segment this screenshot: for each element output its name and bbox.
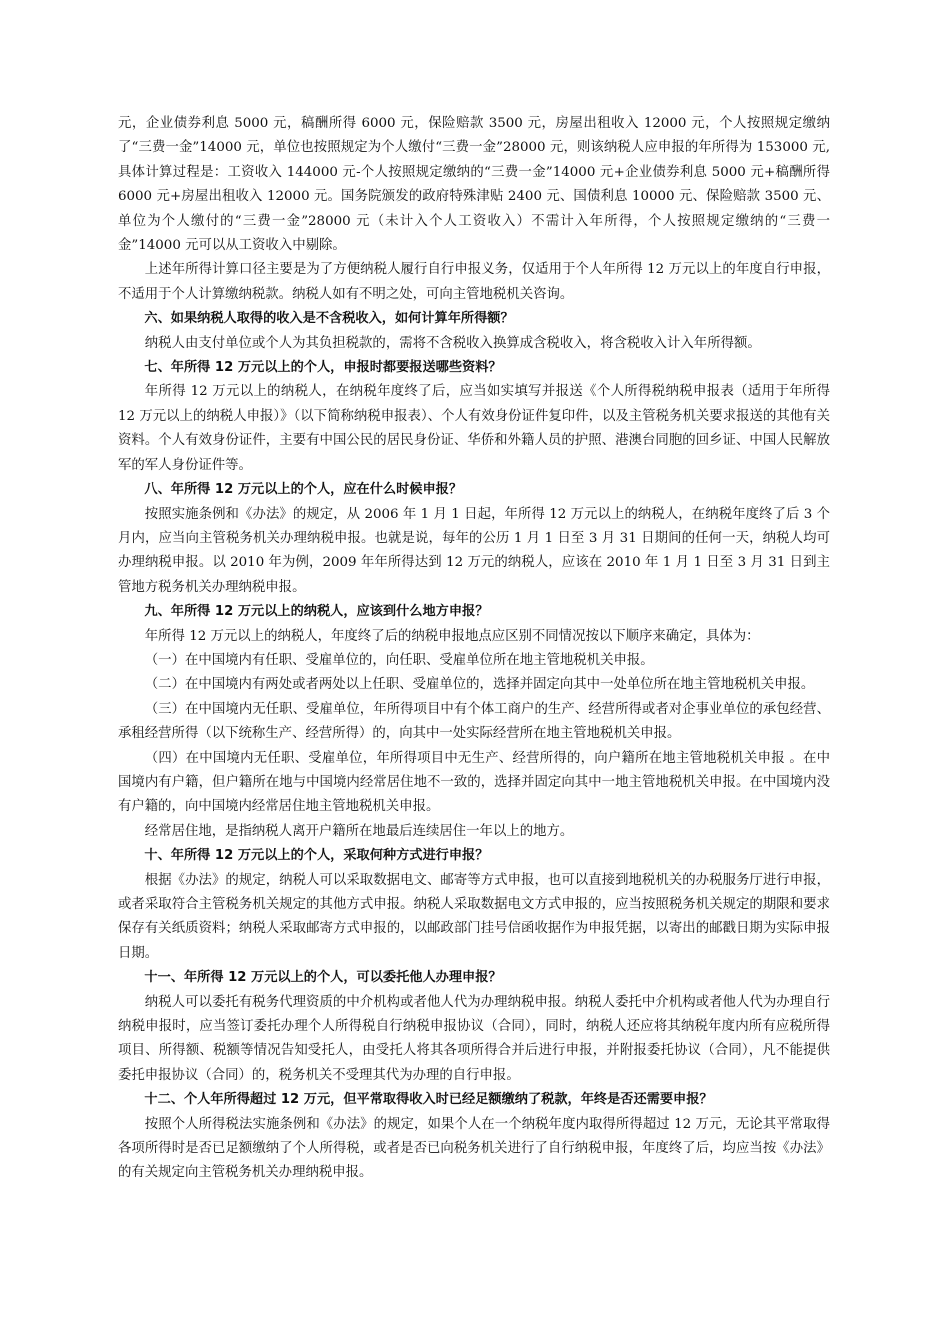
section-heading: 十、年所得 12 万元以上的个人，采取何种方式进行申报？	[144, 848, 489, 864]
body-paragraph: （一）在中国境内有任职、受雇单位的，向任职、受雇单位所在地主管地税机关申报。	[144, 652, 654, 668]
body-paragraph: 年所得 12 万元以上的纳税人，在纳税年度终了后，应当如实填写并报送《个人所得税纳税申报表（适用于年所得 12 万元以上的纳税人申报）》（以下简称纳税申报表）、个人有效身份证件复印件，以及主管税务机关要求报送的其他有关资料。个人有效身份证件，主要有中国公民的居民身份证、华侨和外籍人员的护照、港澳台同胞的回乡证、中国人民解放军的军人身份证件等。	[118, 384, 830, 473]
section-heading: 八、年所得 12 万元以上的个人，应在什么时候申报？	[144, 482, 463, 498]
section-heading: 七、年所得 12 万元以上的个人，申报时都要报送哪些资料？	[144, 360, 502, 376]
body-paragraph: 元，企业债券利息 5000 元，稿酬所得 6000 元，保险赔款 3500 元，房屋出租收入 12000 元，个人按照规定缴纳了“三费一金”14000 元，单位也按照规定为个人缴付“三费一金”28000 元，则该纳税人应申报的年所得为 153000 元,具体计算过程是：工资收入 144000 元-个人按照规定缴纳的“三费一金”14000 元+企业债券利息 5000 元+稿酬所得 6000 元+房屋出租收入 12000 元。国务院颁发的政府特殊津贴 2400 元、国债利息 10000 元、保险赔款 3500 元、单位为个人缴付的“三费一金”28000 元（未计入个人工资收入）不需计入年所得，个人按照规定缴纳的“三费一金”14000 元可以从工资收入中剔除。	[118, 116, 830, 254]
section-heading: 十二、个人年所得超过 12 万元，但平常取得收入时已经足额缴纳了税款，年终是否还需要申报？	[144, 1092, 713, 1108]
body-paragraph: 按照个人所得税法实施条例和《办法》的规定，如果个人在一个纳税年度内取得所得超过 12 万元，无论其平常取得各项所得时是否已足额缴纳了个人所得税，或者是否已向税务机关进行了自行纳税申报，年度终了后，均应当按《办法》的有关规定向主管税务机关办理纳税申报。	[118, 1116, 830, 1181]
body-paragraph: （四）在中国境内无任职、受雇单位，年所得项目中无生产、经营所得的，向户籍所在地主管地税机关申报 。在中国境内有户籍，但户籍所在地与中国境内经常居住地不一致的，选择并固定向其中一地主管地税机关申报。在中国境内没有户籍的，向中国境内经常居住地主管地税机关申报。	[118, 750, 830, 815]
body-paragraph: 按照实施条例和《办法》的规定，从 2006 年 1 月 1 日起，年所得 12 万元以上的纳税人，在纳税年度终了后 3 个月内，应当向主管税务机关办理纳税申报。也就是说，每年的公历 1 月 1 日至 3 月 31 日期间的任何一天，纳税人均可办理纳税申报。以 2010 年为例，2009 年年所得达到 12 万元的纳税人，应该在 2010 年 1 月 1 日至 3 月 31 日到主管地方税务机关办理纳税申报。	[118, 506, 830, 595]
body-paragraph: 经常居住地，是指纳税人离开户籍所在地最后连续居住一年以上的地方。	[144, 823, 574, 839]
body-paragraph: 年所得 12 万元以上的纳税人，年度终了后的纳税申报地点应区别不同情况按以下顺序来确定，具体为：	[144, 628, 760, 644]
section-heading: 十一、年所得 12 万元以上的个人，可以委托他人办理申报？	[144, 970, 502, 986]
section-heading: 九、年所得 12 万元以上的纳税人，应该到什么地方申报？	[144, 604, 489, 620]
body-paragraph: 根据《办法》的规定，纳税人可以采取数据电文、邮寄等方式申报，也可以直接到地税机关的办税服务厅进行申报，或者采取符合主管税务机关规定的其他方式申报。纳税人采取数据电文方式申报的，应当按照税务机关规定的期限和要求保存有关纸质资料；纳税人采取邮寄方式申报的，以邮政部门挂号信函收据作为申报凭据，以寄出的邮戳日期为实际申报日期。	[118, 872, 830, 961]
body-paragraph: 纳税人可以委托有税务代理资质的中介机构或者他人代为办理纳税申报。纳税人委托中介机构或者他人代为办理自行纳税申报时，应当签订委托办理个人所得税自行纳税申报协议（合同），同时，纳税人还应将其纳税年度内所有应税所得项目、所得额、税额等情况告知受托人，由受托人将其各项所得合并后进行申报，并附报委托协议（合同），凡不能提供委托申报协议（合同）的，税务机关不受理其代为办理的自行申报。	[118, 994, 830, 1083]
body-paragraph: （三）在中国境内无任职、受雇单位，年所得项目中有个体工商户的生产、经营所得或者对企事业单位的承包经营、承租经营所得（以下统称生产、经营所得）的，向其中一处实际经营所在地主管地税机关申报。	[118, 701, 830, 742]
body-paragraph: 纳税人由支付单位或个人为其负担税款的，需将不含税收入换算成含税收入，将含税收入计入年所得额。	[144, 335, 761, 351]
document-page	[118, 112, 830, 1186]
body-paragraph: 上述年所得计算口径主要是为了方便纳税人履行自行申报义务，仅适用于个人年所得 12 万元以上的年度自行申报，不适用于个人计算缴纳税款。纳税人如有不明之处，可向主管地税机关咨询。	[118, 262, 830, 302]
section-heading: 六、如果纳税人取得的收入是不含税收入，如何计算年所得额？	[144, 311, 514, 327]
body-paragraph: （二）在中国境内有两处或者两处以上任职、受雇单位的，选择并固定向其中一处单位所在地主管地税机关申报。	[144, 677, 815, 693]
